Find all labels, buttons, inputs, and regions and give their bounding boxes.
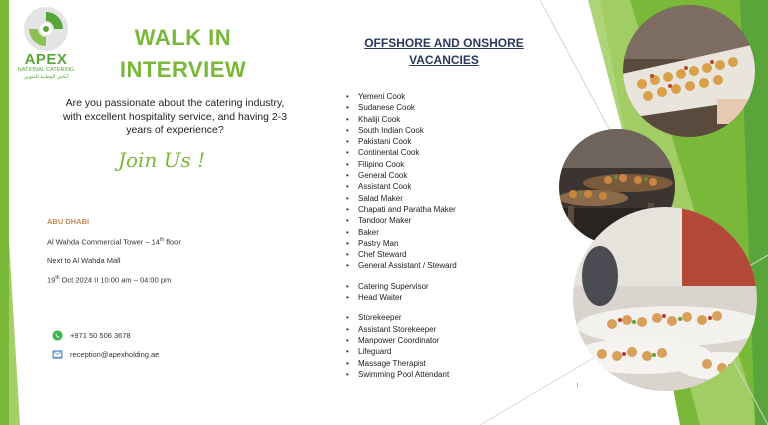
vacancy-item: • Yemeni Cook [346,91,457,102]
decor-mark: ❘ [575,383,581,389]
vacancy-item: • Chapati and Paratha Maker [346,204,457,215]
vacancy-item: • General Assistant / Steward [346,260,457,271]
vacancies-title-line2: VACANCIES [409,53,479,67]
brand-name: APEX [24,51,68,68]
contact-email[interactable] [52,349,159,360]
email-icon [52,349,63,360]
vacancy-item: • Filipino Cook [346,159,457,170]
headline [96,22,270,86]
brand-subtitle: NATIONAL CATERING [17,67,75,73]
vacancies-title [340,35,548,69]
vacancy-item: • Pastry Man [346,238,457,249]
vacancy-item: • Khaliji Cook [346,114,457,125]
email-address[interactable]: reception@apexholding.ae [70,350,160,359]
brand-arabic: أبكس الوطنية للتموين [23,74,69,80]
join-us-text: Join Us ! [118,148,206,172]
vacancy-item: • South Indian Cook [346,125,457,136]
vacancy-item: • Manpower Coordinator [346,335,457,346]
date-day: 19 [47,275,56,285]
vacancy-item: • General Cook [346,170,457,181]
building-sup: th [159,237,165,243]
vacancy-item: • Massage Therapist [346,358,457,369]
location-landmark: Next to Al Wahda Mall [47,256,121,265]
vacancies-title-line1: OFFSHORE AND ONSHORE [364,36,524,50]
vacancy-item: • Assistant Storekeeper [346,324,457,335]
intro-text: Are you passionate about the catering industry, with excellent hospitality service, and having 2-3 years of experience? [62,97,288,136]
vacancy-item: • Lifeguard [346,346,457,357]
apex-logo-emblem [23,6,69,52]
apex-logo [14,6,78,86]
vacancy-item: • Chef Steward [346,249,457,260]
vacancy-list [346,91,457,380]
phone-number[interactable]: +971 50 506 3678 [70,331,131,340]
location-building [47,237,181,247]
vacancy-item: • Pakistani Cook [346,136,457,147]
vacancy-item: • Sudanese Cook [346,102,457,113]
vacancy-item: • Tandoor Maker [346,215,457,226]
headline-line1: WALK IN [134,25,232,50]
vacancy-item: • Swimming Pool Attendant [346,369,457,380]
vacancy-item: • Storekeeper [346,312,457,323]
vacancy-item: • Salad Maker [346,193,457,204]
contact-phone[interactable] [52,330,131,341]
food-photo-1 [622,4,756,138]
date-sup: th [55,275,60,281]
date-rest: Oct 2024 II 10:00 am – 04:00 pm [59,275,172,285]
vacancy-item: • Assistant Cook [346,181,457,192]
vacancy-item: • Baker [346,227,457,238]
vacancy-item: • Catering Supervisor [346,281,457,292]
building-suffix: floor [164,237,181,247]
vacancy-item: • Continental Cook [346,147,457,158]
interview-date [47,275,171,285]
building-prefix: Al Wahda Commercial Tower – 14 [47,237,160,247]
headline-line2: INTERVIEW [119,57,247,82]
food-photo-3 [572,206,758,392]
location-city: ABU DHABI [47,217,90,226]
whatsapp-icon [52,330,63,341]
vacancy-item: • Head Waiter [346,292,457,303]
